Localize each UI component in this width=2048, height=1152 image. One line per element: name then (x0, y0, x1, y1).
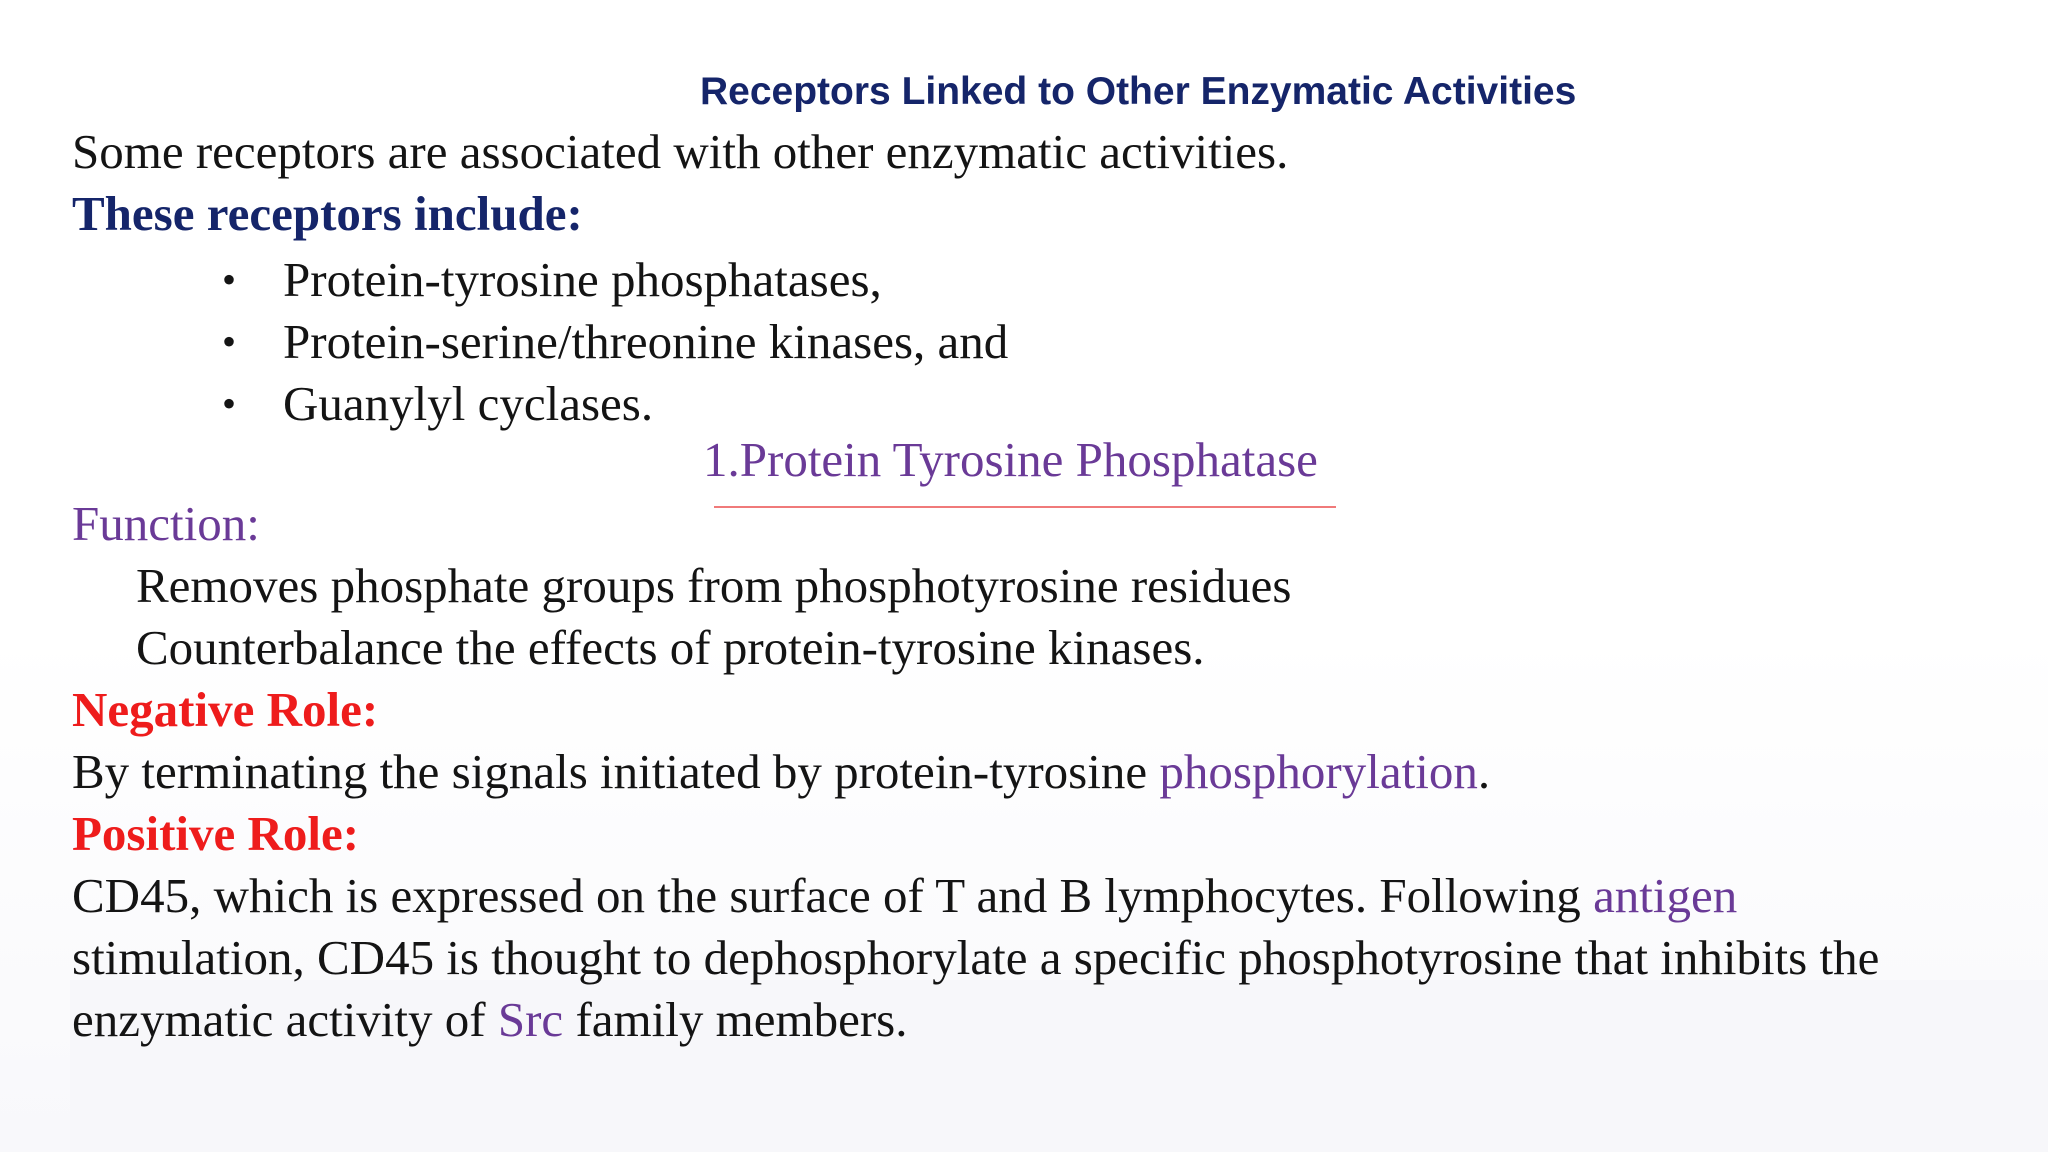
receptor-type-label: Guanylyl cyclases. (283, 376, 654, 431)
receptor-type-list (220, 249, 1008, 435)
positive-role-line-3-text: enzymatic activity of (72, 992, 498, 1047)
negative-role-text (72, 744, 1490, 800)
positive-role-antigen-highlight: antigen (1593, 868, 1738, 923)
section-underline (714, 506, 1336, 508)
positive-role-line-1 (72, 868, 1737, 924)
positive-role-line-3-end: family members. (563, 992, 908, 1047)
slide-title: Receptors Linked to Other Enzymatic Activities (700, 70, 1577, 113)
section-heading: 1.Protein Tyrosine Phosphatase (703, 432, 1318, 487)
include-heading: These receptors include: (72, 186, 583, 241)
positive-role-line-1-text: CD45, which is expressed on the surface of T and B lymphocytes. Following (72, 868, 1594, 923)
positive-role-line-3 (72, 992, 907, 1048)
receptor-type-label: Protein-tyrosine phosphatases, (283, 252, 882, 307)
function-label: Function: (72, 496, 260, 551)
positive-role-label: Positive Role: (72, 806, 360, 861)
negative-role-text-after: . (1477, 744, 1491, 799)
negative-role-text-before: By terminating the signals initiated by protein-tyrosine (72, 744, 1160, 799)
function-line-1: Removes phosphate groups from phosphotyrosine residues (136, 558, 1292, 613)
list-item (220, 311, 1008, 373)
list-item (220, 249, 1008, 311)
positive-role-src-highlight: Src (497, 992, 564, 1047)
bullet-icon: • (222, 257, 237, 302)
positive-role-line-2: stimulation, CD45 is thought to dephosphorylate a specific phosphotyrosine that inhibits the (72, 930, 1880, 985)
receptor-type-label: Protein-serine/threonine kinases, and (283, 314, 1009, 369)
function-line-2: Counterbalance the effects of protein-tyrosine kinases. (136, 620, 1205, 675)
intro-text: Some receptors are associated with other enzymatic activities. (72, 124, 1289, 179)
negative-role-highlight: phosphorylation (1159, 744, 1478, 799)
list-item (220, 373, 1008, 435)
negative-role-label: Negative Role: (72, 682, 379, 737)
bullet-icon: • (222, 319, 237, 364)
bullet-icon: • (222, 381, 237, 426)
